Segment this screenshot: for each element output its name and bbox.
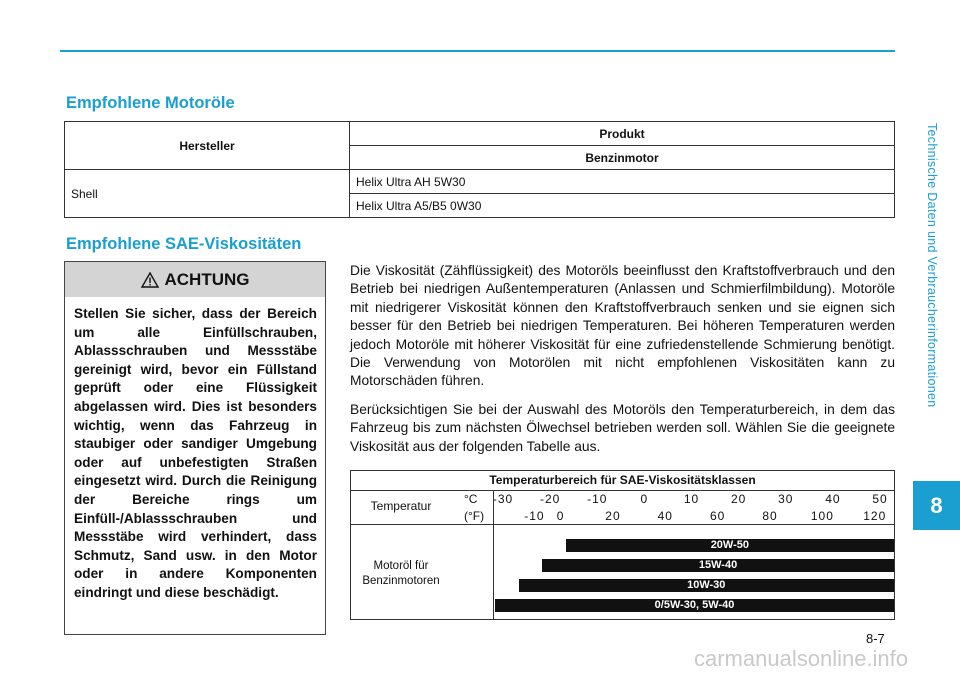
temperature-label: Temperatur <box>370 499 432 513</box>
product-cell: Helix Ultra AH 5W30 <box>350 170 895 194</box>
chapter-tab: 8 <box>913 481 960 530</box>
section-title-sae: Empfohlene SAE-Viskositäten <box>66 235 302 253</box>
viscosity-bar: 15W-40 <box>542 559 894 572</box>
unit-celsius: °C <box>464 492 478 506</box>
tick-label-f: 80 <box>762 509 778 523</box>
page-number: 8-7 <box>866 631 885 646</box>
warning-title: ACHTUNG <box>164 269 250 289</box>
tick-label-f: 20 <box>605 509 621 523</box>
oil-label: Motoröl für Benzinmotoren <box>362 560 440 587</box>
warning-header <box>65 262 325 297</box>
chart-divider-vertical <box>493 490 494 619</box>
chart-divider-horizontal <box>351 524 894 525</box>
watermark: carmanualsonline.info <box>694 646 909 671</box>
warning-box <box>64 261 326 635</box>
table-row <box>65 170 895 194</box>
tick-label-c: -20 <box>539 492 561 506</box>
tick-label-c: -10 <box>587 492 608 506</box>
section-title-oil: Empfohlene Motoröle <box>66 94 235 112</box>
header-rule <box>60 50 895 52</box>
chart-title: Temperaturbereich für SAE-Viskositätsklassen <box>351 471 894 491</box>
tick-label-c: 30 <box>778 492 794 506</box>
tick-label-f: 0 <box>556 509 565 523</box>
warning-triangle-icon <box>141 272 159 288</box>
col-manufacturer: Hersteller <box>65 122 350 170</box>
viscosity-bar: 0/5W-30, 5W-40 <box>495 599 894 612</box>
warning-text: Stellen Sie sicher, dass der Bereich um alle Einfüllschrauben, Ablassschrauben und Messstäbe gereinigt wird, bevor ein Füllstand geprüft oder eine Flüssigkeit abgelassen wird. Dies ist besonders wichtig, wenn das Fahrzeug in staubiger oder sandiger Umgebung oder auf unbefestigten Straßen eingesetzt wird. Durch die Reinigung der Bereiche rings um Einfüll-/Ablassschrauben und Messstäbe wird verhindert, dass Schmutz, Sand usw. in den Motor oder in andere Komponenten eindringt und diese beschädigt. <box>74 306 317 600</box>
product-cell: Helix Ultra A5/B5 0W30 <box>350 194 895 218</box>
tick-label-c: 20 <box>730 492 747 506</box>
col-product: Produkt <box>350 122 895 146</box>
tick-label-c: 10 <box>683 492 700 506</box>
tick-label-f: -10 <box>524 509 545 523</box>
chapter-side-title: Technische Daten und Verbraucherinformationen <box>925 122 939 408</box>
tick-label-f: 60 <box>709 509 726 523</box>
col-petrol-engine: Benzinmotor <box>350 146 895 170</box>
tick-label-c: 0 <box>640 492 649 506</box>
viscosity-bar: 20W-50 <box>566 539 894 552</box>
selection-paragraph: Berücksichtigen Sie bei der Auswahl des Motoröls den Temperaturbereich, in dem das Fahrzeug bis zum nächsten Ölwechsel betrieben werden soll. Wählen Sie die geeignete Viskosität aus der folgenden Tabelle aus. <box>350 402 895 454</box>
tick-label-c: -30 <box>492 492 514 506</box>
unit-fahrenheit: (°F) <box>464 509 485 523</box>
viscosity-bar: 10W-30 <box>519 579 894 592</box>
oil-table <box>64 121 895 218</box>
tick-label-c: 40 <box>825 492 841 506</box>
tick-label-c: 50 <box>872 492 888 506</box>
tick-label-f: 120 <box>863 509 887 523</box>
manufacturer-cell: Shell <box>65 170 350 218</box>
viscosity-paragraph: Die Viskosität (Zähflüssigkeit) des Motoröls beeinflusst den Kraftstoffverbrauch und den Betrieb bei niedrigen Außentemperaturen (Anlassen und Schmierfilmbildung). Motoröle mit niedrigerer Viskosität können den Kraftstoffverbrauch senken und sie eignen sich besser für den Betrieb bei niedrigen Temperaturen. Bei höheren Temperaturen werden jedoch Motoröle mit höherer Viskosität für eine zufriedenstellende Schmierung benötigt. Die Verwendung von Motorölen mit nicht empfohlenen Viskositäten kann zu Motorschäden führen. <box>350 263 895 389</box>
temperature-chart <box>350 470 895 620</box>
tick-label-f: 40 <box>657 509 673 523</box>
tick-label-f: 100 <box>810 509 834 523</box>
